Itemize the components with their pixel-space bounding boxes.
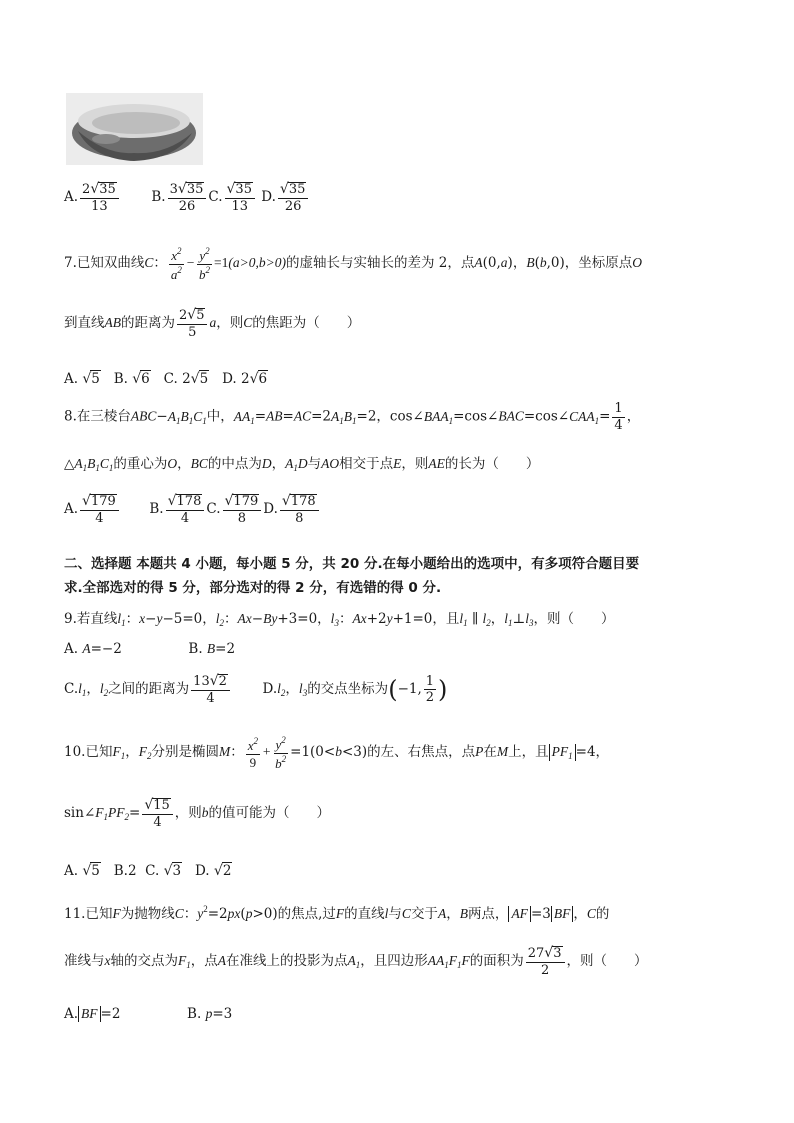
q6-option-c: C. √ 35 13 <box>208 189 257 205</box>
q7-option-a: A. √ 5 <box>64 371 100 387</box>
q7-option-c: C. 2 √ 5 <box>163 371 209 387</box>
q8-option-c: C. √ 179 8 <box>206 501 263 517</box>
q10-options <box>64 862 232 879</box>
q8-option-d: D. √ 178 8 <box>263 501 320 517</box>
q10-option-b: B.2 <box>113 863 137 879</box>
q7-option-d: D. 2 √ 6 <box>222 371 268 387</box>
q7-option-b: B. √ 6 <box>113 371 150 387</box>
pottery-photo <box>66 93 203 165</box>
q9-option-d: $D.l_2$，$l_3$的交点坐标为(−1, $\frac{1}{2}$ ) <box>262 673 448 706</box>
q8-line-1: 8.在三棱台$ABC-A_1B_1C_1$中，$AA_1=AB=AC=2A_1B_1=2$，$\cos\angle BAA_1=\cos\angle BAC=\cos\angle CAA_1=$ $\frac{1}{4}$ ， <box>64 401 641 433</box>
q8-option-b: B. √ 178 4 <box>149 501 206 517</box>
q9-options-ab <box>64 641 235 657</box>
section-2-heading-line-2: 求.全部选对的得 5 分，部分选对的得 2 分，有选错的得 0 分. <box>64 580 442 596</box>
q11-line-1: 11.已知F为抛物线C：$y^2=2px(p>0)$的焦点,过F的直线l与C交于A，B两点， AF =3 BF ，C的 <box>64 904 610 922</box>
q9-option-a: A. A=−2 <box>64 641 122 657</box>
q7-line-2: 到直线AB的距离为 2 √ 5 5 a，则C的焦距为（ ） <box>64 307 361 340</box>
q6-options <box>64 182 310 213</box>
q6-option-a: A. 2 √ 35 13 <box>64 189 121 205</box>
q9-option-b: B. B=2 <box>188 641 236 657</box>
q10-line-2: $\sin\angle F_1PF_2=$ √ 15 4 ，则b的值可能为（ ） <box>64 797 331 830</box>
q6-option-b: B. 3 √ 35 26 <box>151 189 208 205</box>
q10-line-1: 10.已知$F_1$，$F_2$分别是椭圆M： $\frac{x^2}{9}$ + $\frac{y^2}{b^2}$ =1(0<b<3)的左、右焦点，点P在M上，且 $PF_1 =4$， <box>64 735 610 771</box>
q6-option-d: D. √ 35 26 <box>261 189 310 205</box>
q11-line-2: 准线与x轴的交点为$F_1$，点A在准线上的投影为点$A_1$，且四边形$AA_1F_1F$的面积为 27 √ 3 2 ，则（ ） <box>64 945 648 978</box>
q11-option-b: B. p=3 <box>187 1006 233 1022</box>
q7-options <box>64 370 268 387</box>
q10-option-d: D. √ 2 <box>194 863 232 879</box>
q11-options <box>64 1006 232 1022</box>
q8-options <box>64 494 321 525</box>
q8-line-2: $\triangle A_1B_1C_1$的重心为O，BC的中点为D，$A_1D$与AO相交于点E，则AE的长为（ ） <box>64 456 540 473</box>
q8-option-a: A. √ 179 4 <box>64 501 121 517</box>
q10-option-c: C. √ 3 <box>145 863 182 879</box>
section-2-heading-line-1: 二、选择题 本题共 4 小题，每小题 5 分，共 20 分.在每小题给出的选项中，有多项符合题目要 <box>64 556 640 572</box>
q9-option-c: $C.l_1$，$l_2$之间的距离为 13 √ 2 4 <box>64 681 232 697</box>
q9-options-cd <box>64 674 447 705</box>
q11-option-a: A. BF =2 <box>64 1006 121 1022</box>
q7-line-1: 7.已知双曲线C： $\frac{x^2}{a^2}$ − $\frac{y^2}{b^2}$ =1(a>0,b>0)的虚轴长与实轴长的差为 2，点A(0,a)，B(b,0)，坐标原点O <box>64 246 643 282</box>
q9-stem: 9.若直线$l_1$：x−y−5=0，$l_2$：Ax−By+3=0，$l_3$：Ax+2y+1=0，且$l_1$ ∥ $l_2$，$l_1\perp l_3$，则（ ） <box>64 611 615 628</box>
q10-option-a: A. √ 5 <box>64 863 100 879</box>
